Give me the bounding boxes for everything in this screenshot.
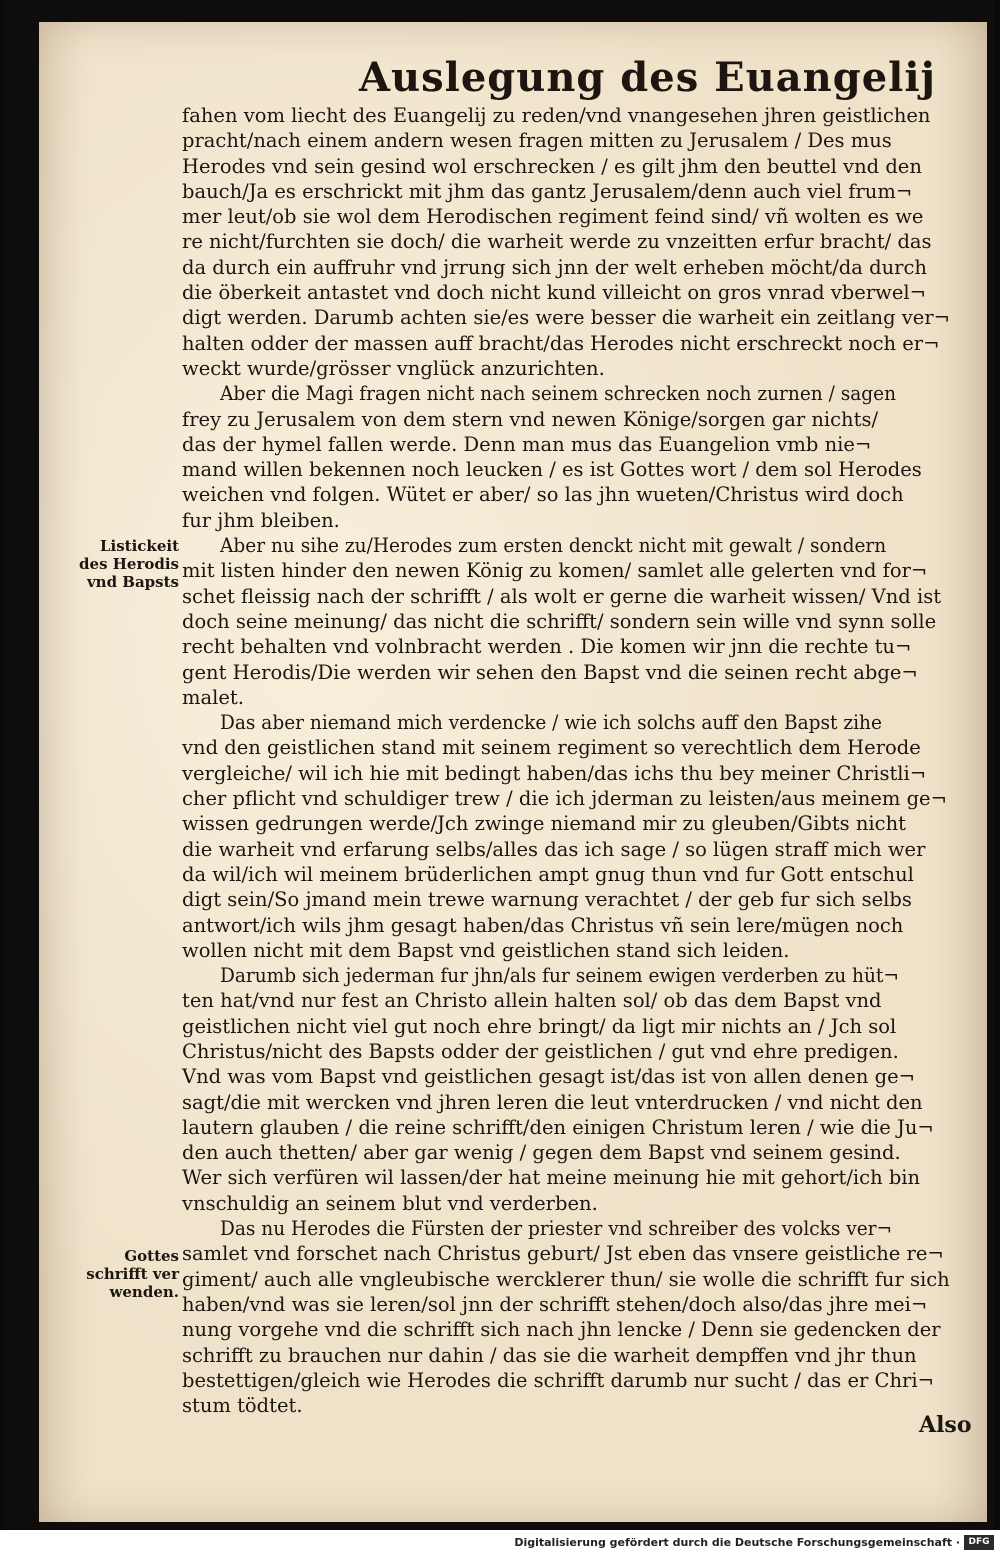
scan-background <box>4 0 994 1530</box>
book-page <box>39 22 987 1522</box>
text-line: antwort/ich wils jhm gesagt haben/das Christus vñ sein lere/mügen noch <box>182 913 904 937</box>
text-line: fur jhm bleiben. <box>182 508 340 532</box>
text-line: giment/ auch alle vngleubische wercklerer thun/ sie wolle die schrifft fur sich <box>182 1267 950 1291</box>
text-line: re nicht/furchten sie doch/ die warheit werde zu vnzeitten erfur bracht/ das <box>182 230 932 254</box>
marginal-note-line: des Herodis <box>79 555 179 573</box>
marginal-note-line: wenden. <box>109 1283 179 1301</box>
text-line: cher pflicht vnd schuldiger trew / die ich jderman zu leisten/aus meinem ge¬ <box>182 787 947 811</box>
text-line: haben/vnd was sie leren/sol jnn der schrifft stehen/doch also/das jhre mei¬ <box>182 1292 928 1316</box>
text-line: Vnd was vom Bapst vnd geistlichen gesagt ist/das ist von allen denen ge¬ <box>182 1065 915 1089</box>
text-line: den auch thetten/ aber gar wenig / gegen dem Bapst vnd seinem gesind. <box>182 1141 901 1165</box>
text-line: nung vorgehe vnd die schrifft sich nach jhn lencke / Denn sie gedencken der <box>182 1318 941 1342</box>
funding-credit: Digitalisierung gefördert durch die Deutsche Forschungsgemeinschaft · <box>514 1536 960 1549</box>
text-line: ten hat/vnd nur fest an Christo allein halten sol/ ob das dem Bapst vnd <box>182 989 882 1013</box>
text-line: vergleiche/ wil ich hie mit bedingt haben/das ichs thu bey meiner Christli¬ <box>182 761 927 785</box>
text-line: Christus/nicht des Bapsts odder der geistlichen / gut vnd ehre predigen. <box>182 1039 899 1063</box>
text-line: geistlichen nicht viel gut noch ehre bringt/ da ligt mir nichts an / Jch sol <box>182 1014 897 1038</box>
marginal-note-2 <box>79 1247 179 1301</box>
text-line: vnschuldig an seinem blut vnd verderben. <box>182 1191 598 1215</box>
text-line: frey zu Jerusalem von dem stern vnd newen Könige/sorgen gar nichts/ <box>182 407 879 431</box>
dfg-logo: DFG <box>964 1535 994 1550</box>
text-line: halten odder der massen auff bracht/das Herodes nicht erschreckt noch er¬ <box>182 331 940 355</box>
text-line: Herodes vnd sein gesind wol erschrecken / es gilt jhm den beuttel vnd den <box>182 154 922 178</box>
text-line: mand willen bekennen noch leucken / es ist Gottes wort / dem sol Herodes <box>182 458 922 482</box>
text-line: digt werden. Darumb achten sie/es were besser die warheit ein zeitlang ver¬ <box>182 306 951 330</box>
text-line: samlet vnd forschet nach Christus geburt/ Jst eben das vnsere geistliche re¬ <box>182 1242 944 1266</box>
text-line: die warheit vnd erfarung selbs/alles das ich sage / so lügen straff mich wer <box>182 837 926 861</box>
body-text <box>182 103 982 1418</box>
text-line: recht behalten vnd volnbracht werden . Die komen wir jnn die rechte tu¬ <box>182 635 912 659</box>
text-line: mer leut/ob sie wol dem Herodischen regiment feind sind/ vñ wolten es we <box>182 205 924 229</box>
text-line: da wil/ich wil meinem brüderlichen ampt gnug thun vnd fur Gott entschul <box>182 862 914 886</box>
text-line: sagt/die mit wercken vnd jhren leren die leut vnterdrucken / vnd nicht den <box>182 1090 923 1114</box>
catchword: Also <box>919 1412 972 1438</box>
text-line: Darumb sich jederman fur jhn/als fur seinem ewigen verderben zu hüt¬ <box>220 964 899 988</box>
text-line: schet fleissig nach der schrifft / als wolt er gerne die warheit wissen/ Vnd ist <box>182 584 942 608</box>
marginal-note-1 <box>79 537 179 591</box>
text-line: wollen nicht mit dem Bapst vnd geistlichen stand sich leiden. <box>182 938 790 962</box>
text-line: schrifft zu brauchen nur dahin / das sie die warheit dempffen vnd jhr thun <box>182 1343 917 1367</box>
text-line: die öberkeit antastet vnd doch nicht kund villeicht on gros vnrad vberwel¬ <box>182 281 926 305</box>
text-line: stum tödtet. <box>182 1394 303 1418</box>
text-line: fahen vom liecht des Euangelij zu reden/vnd vnangesehen jhren geistlichen <box>182 104 931 127</box>
text-line: gent Herodis/Die werden wir sehen den Bapst vnd die seinen recht abge¬ <box>182 660 918 684</box>
text-line: pracht/nach einem andern wesen fragen mitten zu Jerusalem / Des mus <box>182 129 892 153</box>
text-line: doch seine meinung/ das nicht die schrifft/ sondern sein wille vnd synn solle <box>182 609 937 633</box>
marginal-note-line: Listickeit <box>99 537 179 555</box>
text-line: lautern glauben / die reine schrifft/den einigen Christum leren / wie die Ju¬ <box>182 1115 934 1139</box>
text-line: da durch ein auffruhr vnd jrrung sich jnn der welt erheben möcht/da durch <box>182 255 927 279</box>
text-line: Aber nu sihe zu/Herodes zum ersten denckt nicht mit gewalt / sondern <box>220 534 887 558</box>
text-line: Das nu Herodes die Fürsten der priester vnd schreiber des volcks ver¬ <box>220 1217 893 1241</box>
text-line: Wer sich verfüren wil lassen/der hat meine meinung hie mit gehort/ich bin <box>182 1166 921 1190</box>
text-line: malet. <box>182 685 244 709</box>
text-line: mit listen hinder den newen König zu komen/ samlet alle gelerten vnd for¬ <box>182 559 928 583</box>
marginal-note-line: Gottes <box>124 1247 179 1265</box>
text-line: weckt wurde/grösser vnglück anzurichten. <box>182 356 605 380</box>
marginal-note-line: vnd Bapsts <box>86 573 179 591</box>
text-line: Das aber niemand mich verdencke / wie ich solchs auff den Bapst zihe <box>220 711 882 735</box>
text-line: vnd den geistlichen stand mit seinem regiment so verechtlich dem Herode <box>182 736 921 760</box>
marginal-note-line: schrifft ver <box>86 1265 179 1283</box>
text-line: das der hymel fallen werde. Denn man mus das Euangelion vmb nie¬ <box>182 432 872 456</box>
footer-bar <box>0 1530 1000 1555</box>
text-line: bestettigen/gleich wie Herodes die schrifft darumb nur sucht / das er Chri¬ <box>182 1368 934 1392</box>
text-line: weichen vnd folgen. Wütet er aber/ so las jhn wueten/Christus wird doch <box>182 483 904 507</box>
running-header: Auslegung des Euangelij <box>359 54 937 101</box>
text-line: bauch/Ja es erschrickt mit jhm das gantz Jerusalem/denn auch viel frum¬ <box>182 179 913 203</box>
text-line: Aber die Magi fragen nicht nach seinem schrecken noch zurnen / sagen <box>220 382 897 406</box>
text-line: digt sein/So jmand mein trewe warnung verachtet / der geb fur sich selbs <box>182 888 912 912</box>
text-line: wissen gedrungen werde/Jch zwinge niemand mir zu gleuben/Gibts nicht <box>182 812 906 836</box>
